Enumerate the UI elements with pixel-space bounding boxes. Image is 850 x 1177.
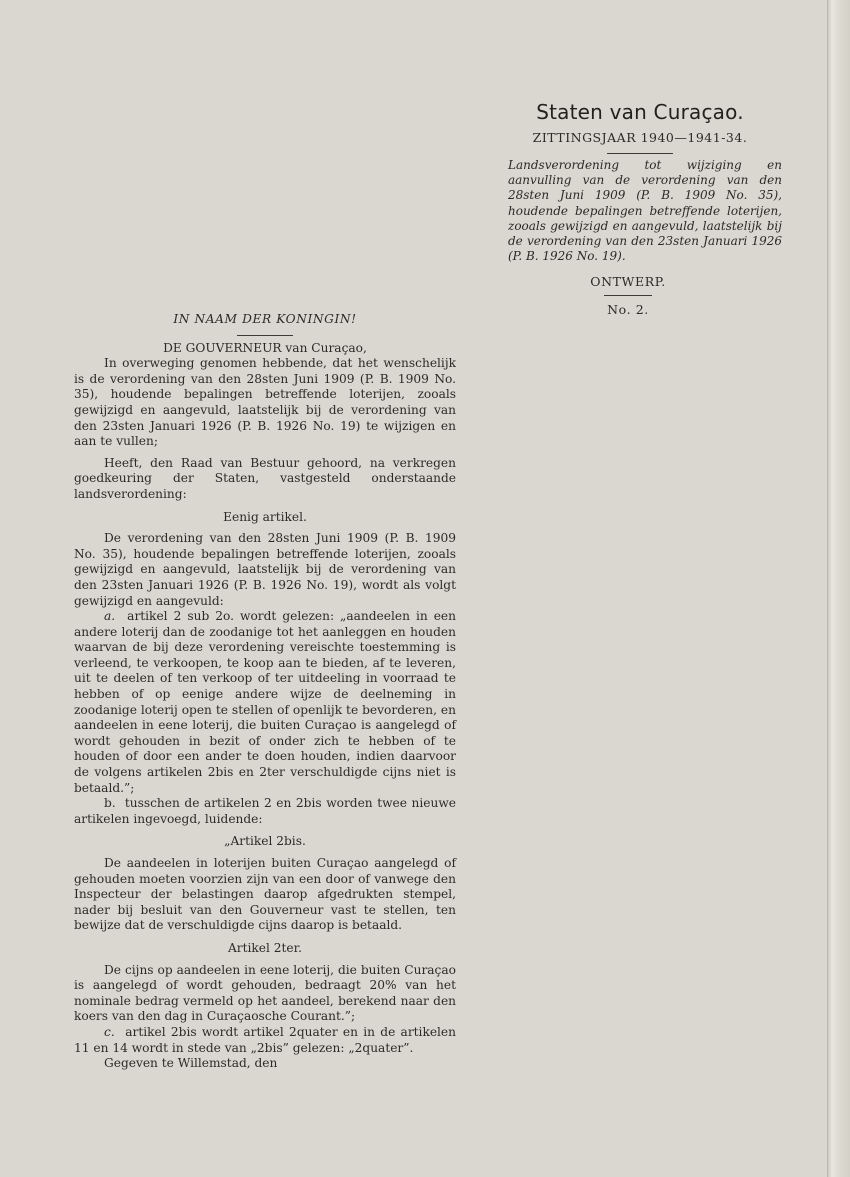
ordinance-body	[74, 312, 456, 1072]
article-intro: De verordening van den 28sten Juni 1909 (P. B. 1909 No. 35), houdende bepalingen betreffende loterijen, zooals gewijzigd en aangevuld, laatstelijk bij de verordening van den 23sten Januari 1926 (P. B. 1926 No. 19), wordt als volgt gewijzigd en aangevuld:	[74, 531, 456, 608]
article-2bis-heading: „Artikel 2bis.	[224, 834, 306, 849]
draft-label: ONTWERP.	[590, 274, 666, 289]
single-article-heading: Eenig artikel.	[223, 509, 307, 524]
document-header	[490, 100, 790, 154]
item-c-text: artikel 2bis wordt artikel 2quater en in de artikelen 11 en 14 wordt in stede van „2bis” gelezen: „2quater”.	[74, 1024, 456, 1055]
draft-block	[588, 274, 668, 317]
item-c-letter: c.	[104, 1024, 115, 1039]
item-b-letter: b.	[104, 796, 116, 811]
article-2ter-heading: Artikel 2ter.	[227, 940, 303, 955]
draft-divider	[604, 295, 652, 296]
article-2ter-text: De cijns op aandeelen in eene loterij, die buiten Curaçao is aangelegd of wordt gehouden, bedraagt 20% van het nominale bedrag vermeld op het aandeel, berekend naar den koers van den dag in Curaçaosche Courant.”;	[74, 962, 456, 1024]
preamble-paragraph-2: Heeft, den Raad van Bestuur gehoord, na verkregen goedkeuring der Staten, vastgesteld onderstaande landsverordening:	[74, 455, 456, 501]
document-title: Staten van Curaçao.	[536, 100, 744, 124]
item-a-text: artikel 2 sub 2o. wordt gelezen: „aandeelen in een andere loterij dan de zoodanige tot het aanleggen en houden waarvan de bij deze verordening vereischte toestemming is verleend, te verkoopen, te koop aan te bieden, af te leveren, uit te deelen of ten verkoop of ter uitdeeling in voorraad te hebben of op eenige andere wijze de deelneming in zoodanige loterij open te stellen of openlijk te bevorderen, en aandeelen in eene loterij, die buiten Curaçao is aangelegd of wordt gehouden in bezit of onder zich te hebben of te houden of door een ander te doen houden, indien daarvoor de volgens artikelen 2bis en 2ter verschuldigde cijns niet is betaald.”;	[74, 609, 456, 795]
item-c	[74, 1025, 456, 1056]
header-divider	[607, 153, 673, 154]
issuer: DE GOUVERNEUR van Curaçao,	[163, 340, 367, 355]
invocation-divider	[237, 335, 293, 336]
page-edge	[827, 0, 850, 1177]
item-a	[74, 609, 456, 796]
invocation: IN NAAM DER KONINGIN!	[173, 312, 357, 326]
draft-number: No. 2.	[607, 302, 649, 317]
preamble-paragraph-1: In overweging genomen hebbende, dat het wenschelijk is de verordening van den 28sten Juni 1909 (P. B. 1909 No. 35), houdende bepalingen betreffende loterijen, zooals gewijzigd en aangevuld, laatstelijk bij de verordening van den 23sten Januari 1926 (P. B. 1926 No. 19) te wijzigen en aan te vullen;	[74, 356, 456, 449]
item-a-letter: a.	[104, 609, 116, 624]
item-b-text: tusschen de artikelen 2 en 2bis worden twee nieuwe artikelen ingevoegd, luidende:	[74, 796, 457, 826]
item-b	[74, 796, 456, 827]
ordinance-summary: Landsverordening tot wijziging en aanvulling van de verordening van den 28sten Juni 1909 (P. B. 1909 No. 35), houdende bepalingen betreffende loterijen, zooals gewijzigd en aangevuld, laatstelijk bij de verordening van den 23sten Januari 1926 (P. B. 1926 No. 19).	[508, 158, 782, 264]
session-year: ZITTINGSJAAR 1940—1941-34.	[532, 130, 748, 145]
closing-line: Gegeven te Willemstad, den	[104, 1056, 278, 1071]
article-2bis-text: De aandeelen in loterijen buiten Curaçao aangelegd of gehouden moeten voorzien zijn van een door of vanwege den Inspecteur der belastingen daarop afgedrukten stempel, nader bij besluit van den Gouverneur vast te stellen, ten bewijze dat de verschuldigde cijns daarop is betaald.	[74, 856, 456, 933]
